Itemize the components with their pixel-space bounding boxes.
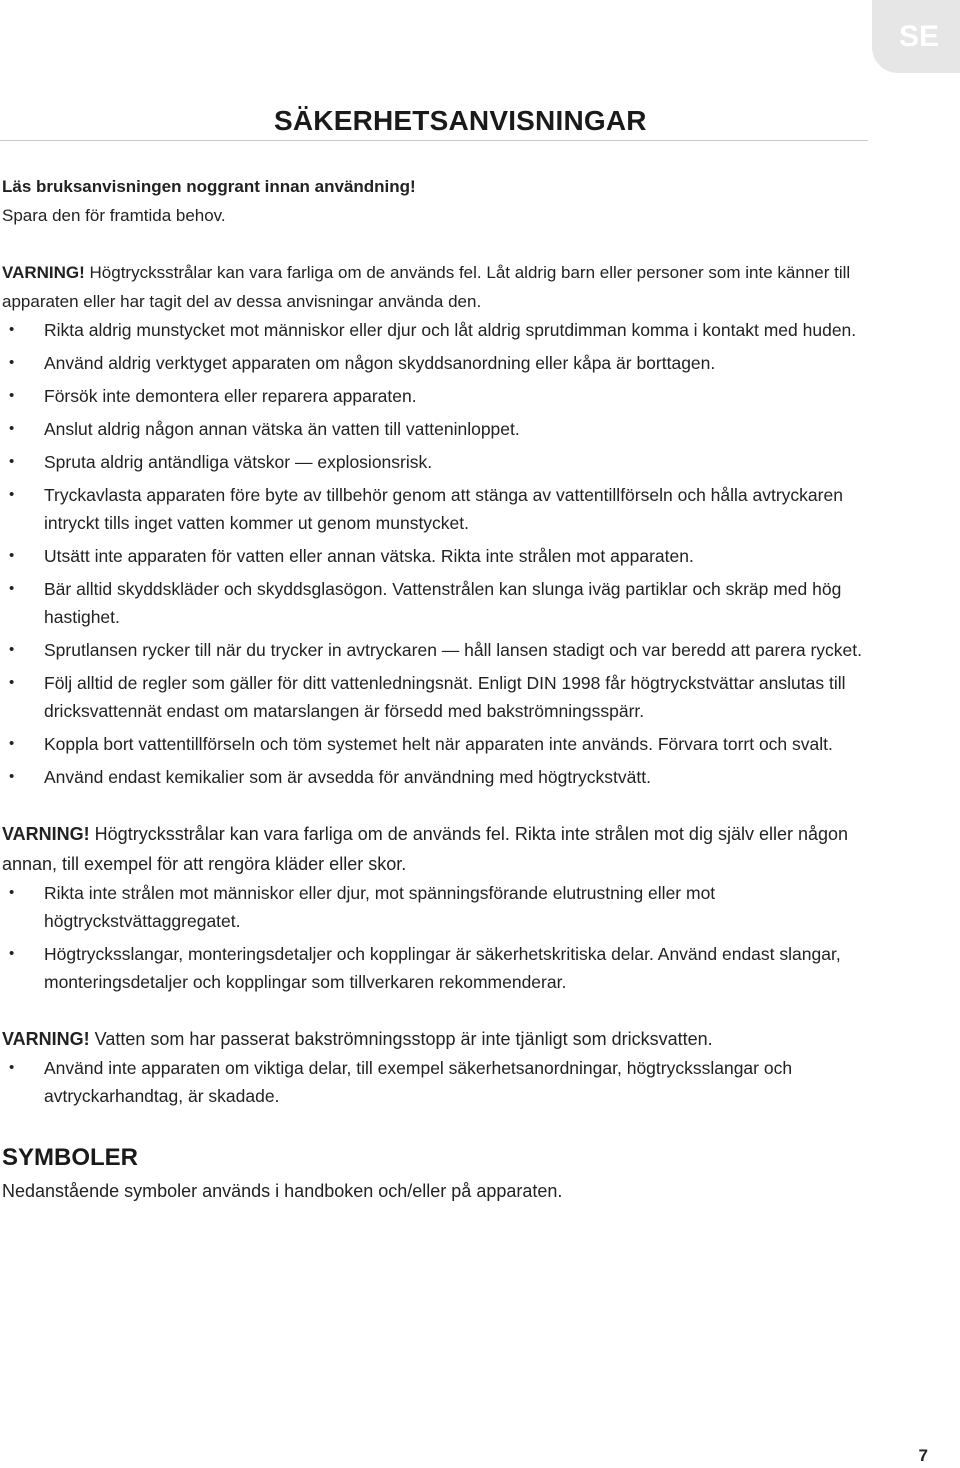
warning-3 <box>2 1024 870 1054</box>
list-item-text: Högtrycksslangar, monteringsdetaljer och kopplingar är säkerhetskritiska delar. Använd endast slangar, monteringsdetaljer och kopplingar som tillverkaren rekommenderar. <box>44 944 841 992</box>
list-item <box>2 879 870 935</box>
warning-1 <box>2 258 870 316</box>
list-item <box>2 316 870 344</box>
bullet-icon: • <box>9 321 15 338</box>
intro-line-2: Spara den för framtida behov. <box>2 206 226 225</box>
bullet-icon: • <box>9 945 15 962</box>
warning-3-label: VARNING! <box>2 1029 90 1049</box>
bullet-icon: • <box>9 547 15 564</box>
list-item <box>2 1054 870 1110</box>
list-item-text: Försök inte demontera eller reparera apparaten. <box>44 386 417 406</box>
warning-1-label: VARNING! <box>2 263 85 282</box>
list-item-text: Bär alltid skyddskläder och skyddsglasögon. Vattenstrålen kan slunga iväg partiklar och skräp med hög hastighet. <box>44 579 842 627</box>
safety-list-3 <box>2 1054 870 1110</box>
bullet-icon: • <box>9 453 15 470</box>
list-item <box>2 349 870 377</box>
symbols-text: Nedanstående symboler används i handboken och/eller på apparaten. <box>2 1181 563 1201</box>
list-item <box>2 382 870 410</box>
list-item-text: Använd aldrig verktyget apparaten om någon skyddsanordning eller kåpa är borttagen. <box>44 353 716 373</box>
bullet-icon: • <box>9 768 15 785</box>
list-item-text: Rikta aldrig munstycket mot människor eller djur och låt aldrig sprutdimman komma i kontakt med huden. <box>44 320 857 340</box>
list-item-text: Rikta inte strålen mot människor eller djur, mot spänningsförande elutrustning eller mot högtryckstvättaggregatet. <box>44 883 716 931</box>
warning-3-text: Vatten som har passerat bakströmningsstopp är inte tjänligt som dricksvatten. <box>89 1029 713 1049</box>
list-item <box>2 730 870 758</box>
list-item-text: Spruta aldrig antändliga vätskor — explosionsrisk. <box>44 452 433 472</box>
bullet-icon: • <box>9 387 15 404</box>
warning-2 <box>2 819 870 879</box>
intro-line-1: Läs bruksanvisningen noggrant innan användning! <box>2 177 416 196</box>
bullet-icon: • <box>9 354 15 371</box>
page-title: SÄKERHETSANVISNINGAR <box>274 105 647 136</box>
safety-list-1 <box>2 316 870 791</box>
bullet-icon: • <box>9 884 15 901</box>
bullet-icon: • <box>9 641 15 658</box>
list-item-text: Koppla bort vattentillförseln och töm systemet helt när apparaten inte används. Förvara torrt och svalt. <box>44 734 833 754</box>
list-item-text: Tryckavlasta apparaten före byte av tillbehör genom att stänga av vattentillförseln och hålla avtryckaren intryckt tills inget vatten kommer ut genom munstycket. <box>44 485 843 533</box>
bullet-icon: • <box>9 580 15 597</box>
list-item-text: Utsätt inte apparaten för vatten eller annan vätska. Rikta inte strålen mot apparaten. <box>44 546 694 566</box>
list-item-text: Anslut aldrig någon annan vätska än vatten till vatteninloppet. <box>44 419 520 439</box>
list-item <box>2 542 870 570</box>
list-item-text: Sprutlansen rycker till när du trycker in avtryckaren — håll lansen stadigt och var beredd att parera rycket. <box>44 640 863 660</box>
title-divider <box>0 140 868 141</box>
warning-1-text: Högtrycksstrålar kan vara farliga om de används fel. Låt aldrig barn eller personer som inte känner till apparaten eller har tagit del av dessa anvisningar använda den. <box>2 263 851 311</box>
list-item <box>2 669 870 725</box>
list-item-text: Använd inte apparaten om viktiga delar, till exempel säkerhetsanordningar, högtrycksslangar och avtryckarhandtag, är skadade. <box>44 1058 793 1106</box>
warning-2-label: VARNING! <box>2 824 90 844</box>
list-item <box>2 415 870 443</box>
warning-2-text: Högtrycksstrålar kan vara farliga om de används fel. Rikta inte strålen mot dig själv eller någon annan, till exempel för att rengöra kläder eller skor. <box>2 824 849 874</box>
list-item <box>2 763 870 791</box>
intro <box>2 172 870 230</box>
safety-list-2 <box>2 879 870 996</box>
list-item <box>2 636 870 664</box>
list-item <box>2 481 870 537</box>
list-item <box>2 940 870 996</box>
language-tab: SE <box>872 0 960 73</box>
list-item-text: Följ alltid de regler som gäller för ditt vattenledningsnät. Enligt DIN 1998 får högtryckstvättar anslutas till dricksvattennät endast om matarslangen är försedd med bakströmningsspärr. <box>44 673 846 721</box>
main-content <box>2 172 870 1205</box>
page-number: 7 <box>918 1446 928 1465</box>
bullet-icon: • <box>9 486 15 503</box>
list-item <box>2 575 870 631</box>
bullet-icon: • <box>9 420 15 437</box>
bullet-icon: • <box>9 1059 15 1076</box>
bullet-icon: • <box>9 674 15 691</box>
bullet-icon: • <box>9 735 15 752</box>
symbols-heading: SYMBOLER <box>2 1144 139 1171</box>
list-item-text: Använd endast kemikalier som är avsedda för användning med högtryckstvätt. <box>44 767 651 787</box>
list-item <box>2 448 870 476</box>
